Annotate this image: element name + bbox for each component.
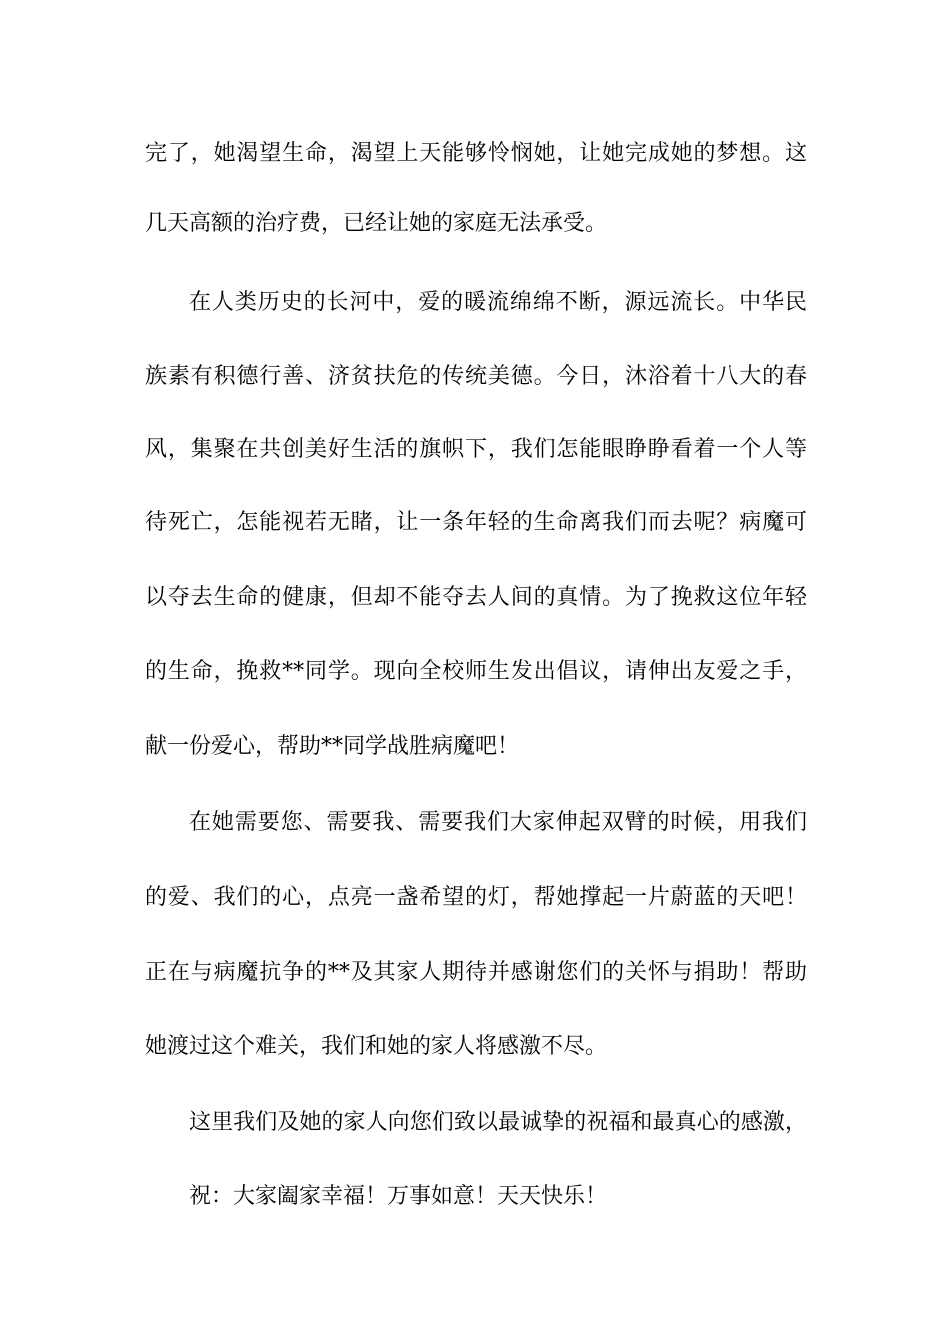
paragraph-line: 风，集聚在共创美好生活的旗帜下，我们怎能眼睁睁看着一个人等 (145, 437, 807, 462)
closing-line: 祝：大家阖家幸福！万事如意！天天快乐！ (189, 1184, 608, 1209)
paragraph-line: 这里我们及她的家人向您们致以最诚挚的祝福和最真心的感激， (189, 1110, 807, 1135)
paragraph-line: 族素有积德行善、济贫扶危的传统美德。今日，沐浴着十八大的春 (145, 364, 807, 389)
paragraph-line: 在她需要您、需要我、需要我们大家伸起双臂的时候，用我们 (189, 810, 807, 835)
paragraph-line: 几天高额的治疗费，已经让她的家庭无法承受。 (145, 211, 608, 236)
paragraph-line: 献一份爱心，帮助**同学战胜病魔吧！ (145, 734, 520, 759)
paragraph-line: 在人类历史的长河中，爱的暖流绵绵不断，源远流长。中华民 (189, 290, 807, 315)
paragraph-line: 待死亡，怎能视若无睹，让一条年轻的生命离我们而去呢？病魔可 (145, 510, 807, 535)
paragraph-line: 正在与病魔抗争的**及其家人期待并感谢您们的关怀与捐助！帮助 (145, 960, 807, 985)
paragraph-line: 的爱、我们的心，点亮一盏希望的灯，帮她撑起一片蔚蓝的天吧！ (145, 885, 807, 910)
paragraph-line: 的生命，挽救**同学。现向全校师生发出倡议，请伸出友爱之手， (145, 659, 807, 684)
paragraph-line: 以夺去生命的健康，但却不能夺去人间的真情。为了挽救这位年轻 (145, 585, 807, 610)
paragraph-line: 她渡过这个难关，我们和她的家人将感激不尽。 (145, 1034, 608, 1059)
paragraph-line: 完了，她渴望生命，渴望上天能够怜悯她，让她完成她的梦想。这 (145, 141, 807, 166)
